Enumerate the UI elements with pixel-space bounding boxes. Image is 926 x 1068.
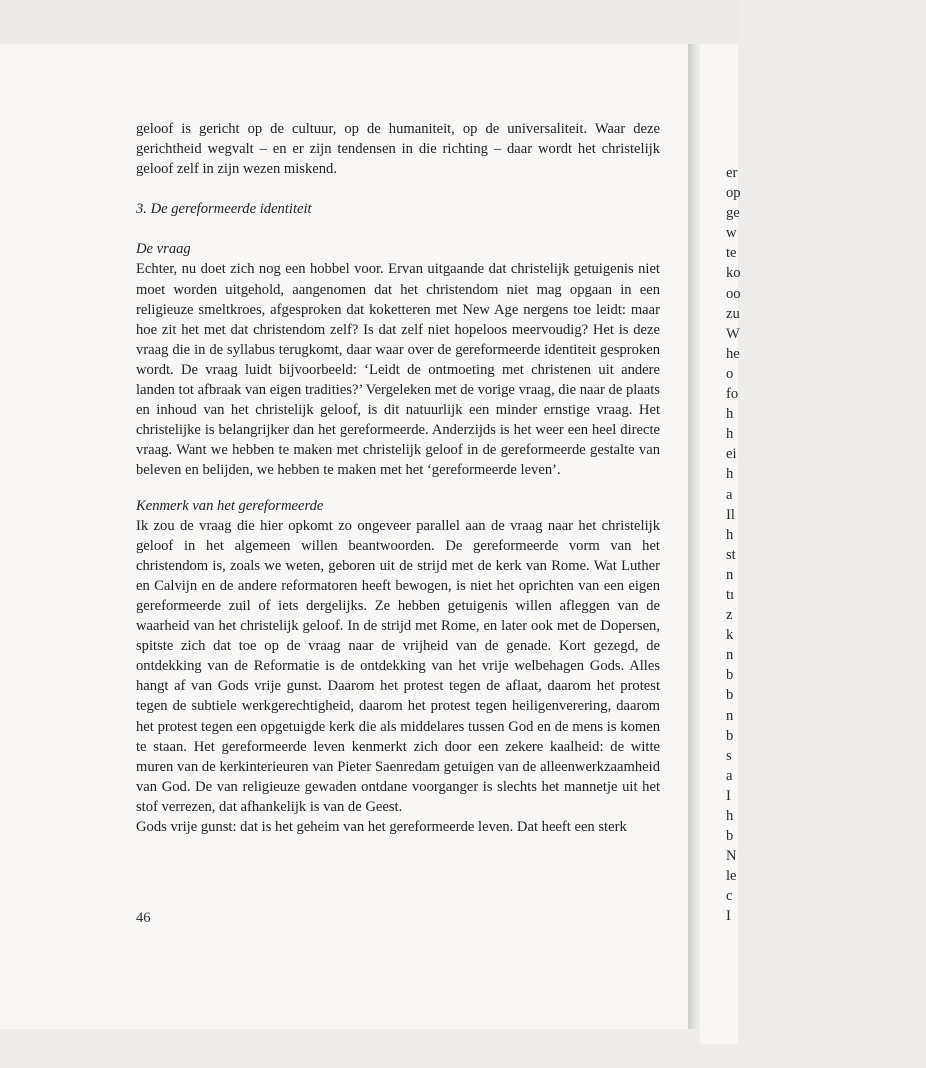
right-page-fragment: st <box>726 546 736 563</box>
right-page-fragment: k <box>726 627 734 644</box>
right-page-fragment: Il <box>726 506 735 523</box>
right-page-fragment: s <box>726 747 732 764</box>
subheading-kenmerk: Kenmerk van het gereformeerde <box>136 497 324 514</box>
page-number: 46 <box>136 910 151 926</box>
right-page-fragment: he <box>726 345 740 362</box>
paragraph-intro: geloof is gericht op de cultuur, op de humaniteit, op de universaliteit. Waar deze gerichtheid wegvalt – en er zijn tendensen in die richting – daar wordt het christelijk geloof zelf in zijn wezen miskend. <box>136 121 660 178</box>
right-page-fragment: w <box>726 225 737 242</box>
right-page-fragment: h <box>726 808 734 824</box>
right-page-fragment: fo <box>726 386 739 403</box>
right-page-fragment: h <box>726 466 734 483</box>
section-heading: 3. De gereformeerde identiteit <box>136 201 312 218</box>
right-page-fragment: a <box>726 767 733 784</box>
right-page <box>700 44 741 1044</box>
right-page-fragment: te <box>726 245 737 262</box>
scan-background <box>0 0 738 46</box>
right-page-fragment: ko <box>726 265 741 282</box>
right-page-fragment: o <box>726 365 734 382</box>
right-page-fragment: tı <box>726 586 735 603</box>
right-page-fragment: z <box>726 607 733 624</box>
paragraph-kenmerk: Ik zou de vraag die hier opkomt zo ongeveer parallel aan de vraag naar het christelijk geloof in het algemeen willen beantwoorden. De gereformeerde vorm van het christendom is, zoals we weten, geboren uit de strijd met de kerk van Rome. Wat Luther en Calvijn en de andere reformatoren heeft bewogen, is niet het oprichten van een eigen gereformeerde zuil of iets dergelijks. Ze hebben getuigenis willen afleggen van de waarheid van het christelijk geloof. In de strijd met Rome, en later ook met de Dopersen, spitste zich dat toe op de vraag naar de vrijheid van de genade. Kort gezegd, de ontdekking van de Reformatie is de ontdekking van het vrije welbehagen Gods. Alles hangt af van Gods vrije gunst. Daarom het protest tegen de aflaat, daarom het protest tegen de subtiele werkgerechtigheid, daarom het protest tegen heiligenverering, daarom het protest tegen een opgetuigde kerk die als middelares tussen God en de mens is komen te staan. Het gereformeerde leven kenmerkt zich door een zekere kaalheid: de witte muren van de kerkinterieuren van Pieter Saenredam getuigen van de alleenwerkzaamheid van God. De van religieuze gewaden ontdane voorganger is slechts het mannetje uit het stof verrezen, dat afhankelijk is van de Geest. <box>136 517 660 815</box>
right-page-fragment: I <box>726 787 731 804</box>
right-page-fragment: c <box>726 888 733 905</box>
right-page-fragment: a <box>726 486 733 503</box>
right-page-fragment: n <box>726 566 734 583</box>
right-page-fragment: b <box>726 667 734 684</box>
right-page-fragment: b <box>726 687 734 704</box>
right-page-fragment: ei <box>726 446 737 463</box>
paragraph-de-vraag: Echter, nu doet zich nog een hobbel voor. Ervan uitgaande dat christelijk getuigenis niet moet worden uitgehold, aangenomen dat het christendom niet mag opgaan in een religieuze smeltkroes, afgesproken dat koketteren met New Age nergens toe leidt: maar hoe zit het met dat christendom zelf? Is dat zelf niet hopeloos meervoudig? Het is deze vraag die in de syllabus terugkomt, daar waar over de gereformeerde identiteit gesproken wordt. De vraag luidt bijvoorbeeld: ‘Leidt de ontmoeting met christenen uit andere landen tot afbraak van eigen tradities?’ Vergeleken met de vorige vraag, die naar de plaats en inhoud van het christelijk geloof, is dit natuurlijk een minder ernstige vraag. Het christelijke is belangrijker dan het gereformeerde. Anderzijds is het weer een heel directe vraag. Want we hebben te maken met christelijk geloof in de gereformeerde gestalte van beleven en belijden, we hebben te maken met het ‘gereformeerde leven’. <box>136 261 660 479</box>
right-page-fragment: n <box>726 647 734 664</box>
right-page-fragment: op <box>726 185 741 202</box>
right-page-fragment: h <box>726 406 734 423</box>
right-page-fragment: ge <box>726 205 740 222</box>
right-page-fragment: I <box>726 908 731 925</box>
right-page-fragment: er <box>726 165 738 181</box>
right-page-fragment: n <box>726 707 734 724</box>
right-page-fragment: h <box>726 426 734 443</box>
body-text <box>136 119 660 837</box>
right-page-fragment: h <box>726 526 734 543</box>
right-page-fragment: le <box>726 868 737 885</box>
right-page-fragment: oo <box>726 285 741 302</box>
right-page-fragment: zu <box>726 305 740 322</box>
right-page-fragment: b <box>726 727 734 744</box>
right-page-fragment: N <box>726 848 737 865</box>
right-page-fragment: W <box>726 325 740 342</box>
subheading-de-vraag: De vraag <box>136 241 191 258</box>
right-page-text-fragments <box>726 163 926 927</box>
paragraph-last: Gods vrije gunst: dat is het geheim van het gereformeerde leven. Dat heeft een sterk <box>136 819 627 835</box>
right-page-fragment: b <box>726 828 734 845</box>
